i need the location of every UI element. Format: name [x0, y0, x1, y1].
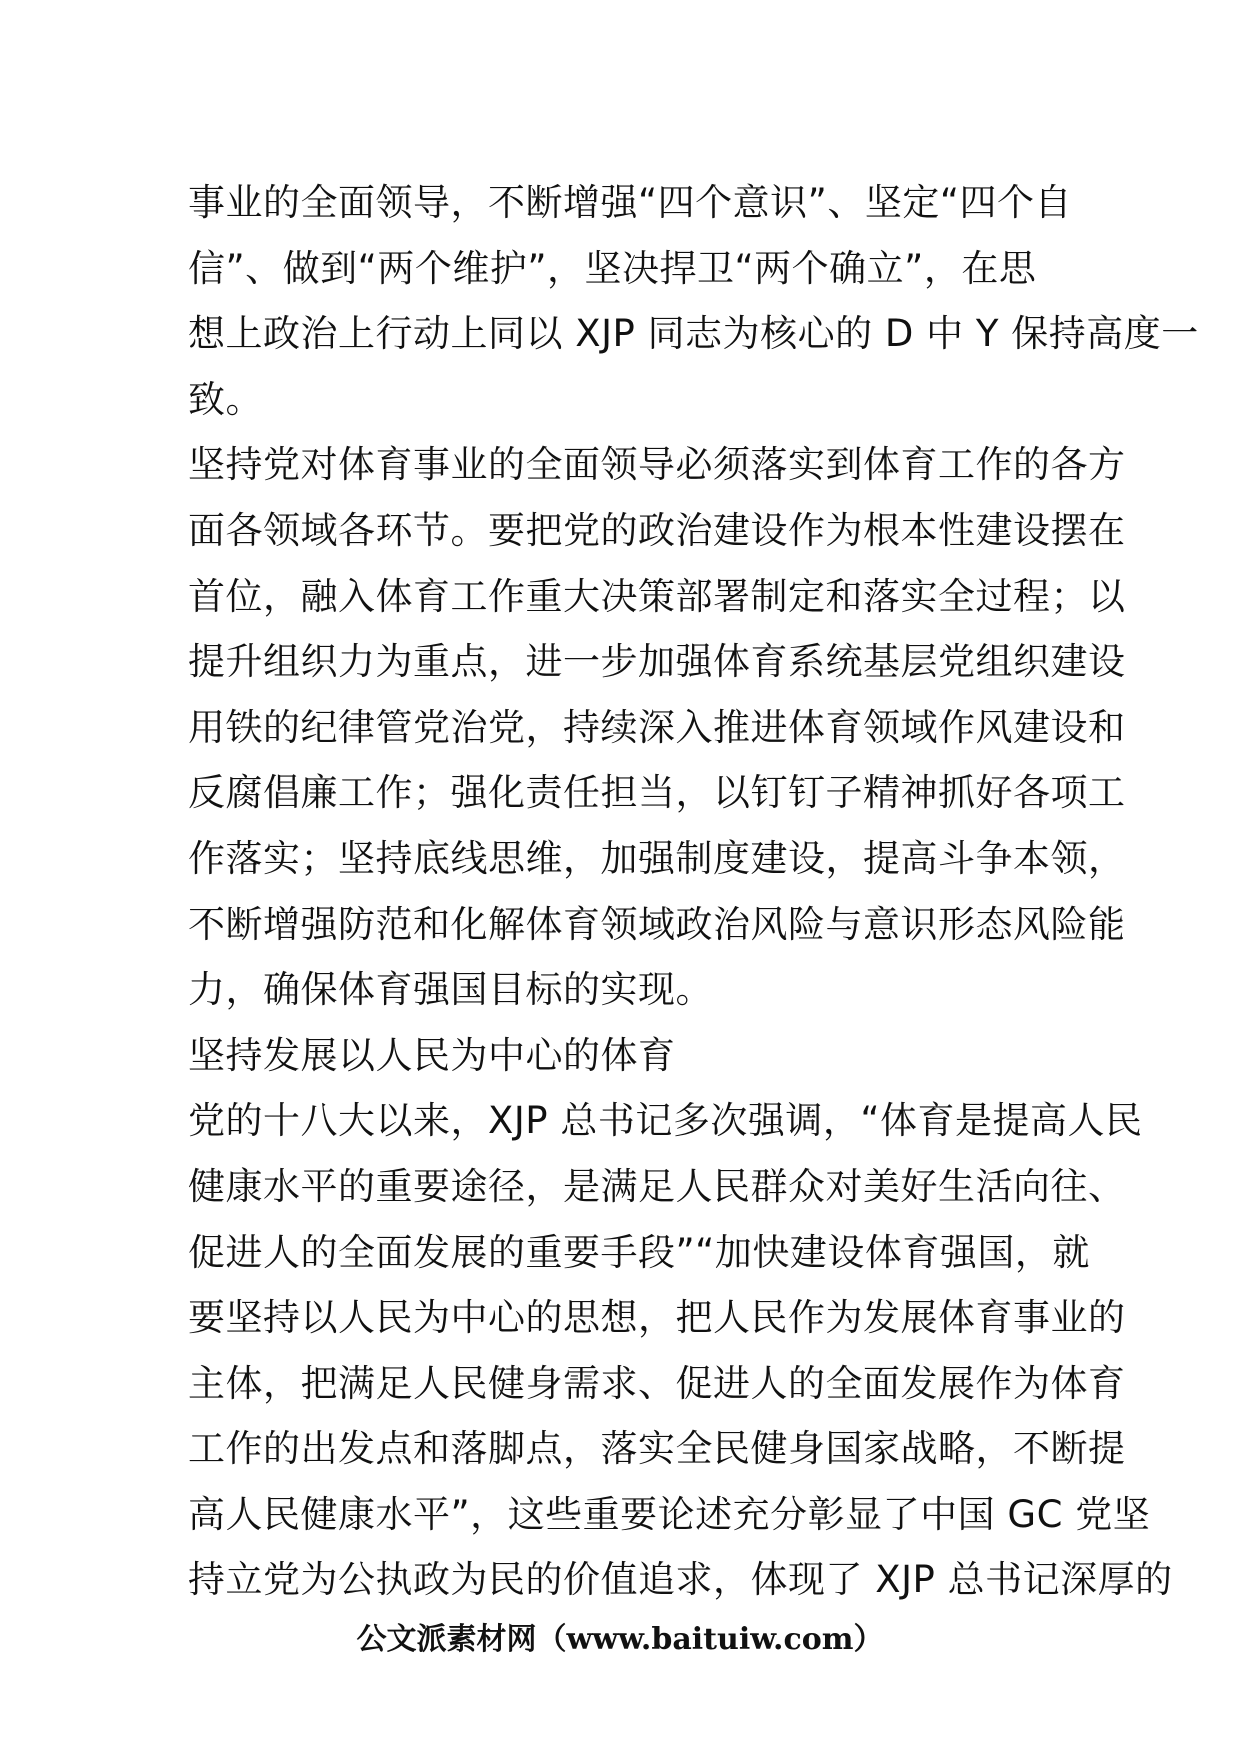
body-line: 作落实；坚持底线思维，加强制度建设，提高斗争本领，	[188, 836, 1126, 880]
body-line: 坚持党对体育事业的全面领导必须落实到体育工作的各方	[188, 443, 1126, 487]
body-line: 面各领域各环节。要把党的政治建设作为根本性建设摆在	[188, 508, 1126, 552]
section-heading: 坚持发展以人民为中心的体育	[188, 1033, 676, 1077]
body-line: 信”、做到“两个维护”，坚决捍卫“两个确立”，在思	[188, 246, 1037, 290]
body-line: 提升组织力为重点，进一步加强体育系统基层党组织建设	[188, 640, 1126, 684]
body-line: 用铁的纪律管党治党，持续深入推进体育领域作风建设和	[188, 705, 1126, 749]
body-line: 不断增强防范和化解体育领域政治风险与意识形态风险能	[188, 902, 1126, 946]
page-footer: 公文派素材网（www.baituiw.com）	[356, 1622, 884, 1657]
body-line: 要坚持以人民为中心的思想，把人民作为发展体育事业的	[188, 1296, 1126, 1340]
body-line: 持立党为公执政为民的价值追求，体现了 XJP 总书记深厚的	[188, 1558, 1173, 1602]
body-line: 致。	[188, 377, 263, 421]
document-body	[188, 170, 1199, 1613]
body-line: 健康水平的重要途径，是满足人民群众对美好生活向往、	[188, 1164, 1126, 1208]
body-line: 工作的出发点和落脚点，落实全民健身国家战略，不断提	[188, 1427, 1126, 1471]
body-line: 促进人的全面发展的重要手段”“加快建设体育强国，就	[188, 1230, 1090, 1274]
body-line: 力，确保体育强国目标的实现。	[188, 968, 713, 1012]
body-line: 首位，融入体育工作重大决策部署制定和落实全过程；以	[188, 574, 1126, 618]
body-line: 事业的全面领导，不断增强“四个意识”、坚定“四个自	[188, 181, 1073, 224]
body-line: 高人民健康水平”，这些重要论述充分彰显了中国 GC 党坚	[188, 1492, 1151, 1536]
body-line: 反腐倡廉工作；强化责任担当，以钉钉子精神抓好各项工	[188, 771, 1126, 815]
body-line: 想上政治上行动上同以 XJP 同志为核心的 D 中 Y 保持高度一	[188, 312, 1199, 356]
body-line: 主体，把满足人民健身需求、促进人的全面发展作为体育	[188, 1361, 1126, 1405]
body-line: 党的十八大以来，XJP 总书记多次强调，“体育是提高人民	[188, 1099, 1143, 1143]
